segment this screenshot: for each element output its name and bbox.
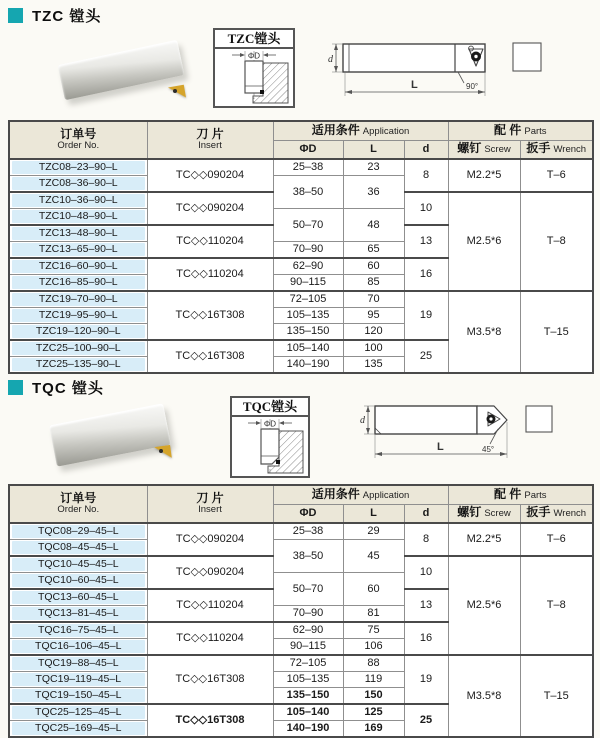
- wrench-cell: T–8: [520, 192, 593, 291]
- wrench-cell: T–15: [520, 655, 593, 737]
- tzc-dimension-drawing: [328, 36, 563, 108]
- order-no-cell: TQC10–60–45–L: [9, 573, 147, 590]
- phid-cell: 38–50: [273, 176, 343, 209]
- col-header-l: L: [343, 140, 404, 159]
- order-no-cell: TZC19–95–90–L: [9, 308, 147, 324]
- product-photo: [58, 38, 188, 112]
- order-no-cell: TQC13–81–45–L: [9, 606, 147, 623]
- order-no-cell: TQC08–45–45–L: [9, 540, 147, 557]
- d-cell: 19: [404, 291, 448, 340]
- carbide-insert-tip: [168, 85, 186, 101]
- phid-cell: 140–190: [273, 357, 343, 374]
- col-header-l: L: [343, 504, 404, 523]
- phid-cell: 105–135: [273, 672, 343, 688]
- dia-dim-label: ΦD: [247, 51, 261, 61]
- phid-cell: 140–190: [273, 721, 343, 738]
- l-cell: 125: [343, 704, 404, 721]
- insert-screw: [173, 89, 177, 93]
- insert-cell: TC◇◇110204: [147, 258, 273, 291]
- col-header-insert: 刀 片 Insert: [147, 121, 273, 159]
- bore-section-drawing: [215, 49, 293, 106]
- phid-cell: 135–150: [273, 324, 343, 341]
- d-dim-label: d: [360, 415, 365, 426]
- order-no-cell: TQC25–169–45–L: [9, 721, 147, 738]
- wrench-cell: T–15: [520, 291, 593, 373]
- spec-table-header: [9, 485, 593, 523]
- l-cell: 60: [343, 573, 404, 606]
- section-title: TQC 镗头: [32, 380, 104, 397]
- section-header: [8, 5, 101, 26]
- l-cell: 150: [343, 688, 404, 705]
- spec-row: [9, 655, 593, 672]
- l-dim-label: L: [411, 79, 418, 91]
- phid-cell: 72–105: [273, 655, 343, 672]
- angle-label: 90°: [466, 82, 479, 91]
- order-no-cell: TZC08–23–90–L: [9, 159, 147, 176]
- insert-cell: TC◇◇090204: [147, 556, 273, 589]
- section-drawing-box: [230, 396, 310, 478]
- phid-cell: 62–90: [273, 622, 343, 639]
- d-cell: 10: [404, 192, 448, 225]
- l-cell: 48: [343, 209, 404, 242]
- l-cell: 100: [343, 340, 404, 357]
- order-no-cell: TQC19–88–45–L: [9, 655, 147, 672]
- col-header-d: d: [404, 140, 448, 159]
- phid-cell: 105–140: [273, 340, 343, 357]
- l-cell: 169: [343, 721, 404, 738]
- order-no-cell: TQC10–45–45–L: [9, 556, 147, 573]
- d-cell: 19: [404, 655, 448, 704]
- l-cell: 81: [343, 606, 404, 623]
- section-title: TZC 镗头: [32, 8, 102, 25]
- d-cell: 13: [404, 589, 448, 622]
- drawing-box-title: TQC镗头: [232, 398, 308, 417]
- col-header-order: 订单号 Order No.: [9, 121, 147, 159]
- section-tqc: [0, 372, 600, 735]
- phid-cell: 90–115: [273, 275, 343, 292]
- d-cell: 16: [404, 622, 448, 655]
- section-header: [8, 377, 104, 398]
- order-no-cell: TQC13–60–45–L: [9, 589, 147, 606]
- d-cell: 16: [404, 258, 448, 291]
- phid-cell: 90–115: [273, 639, 343, 656]
- insert-cell: TC◇◇110204: [147, 589, 273, 622]
- insert-cell: TC◇◇16T308: [147, 704, 273, 737]
- l-cell: 85: [343, 275, 404, 292]
- tool-shank: [58, 40, 185, 101]
- insert-screw: [159, 449, 163, 453]
- l-cell: 75: [343, 622, 404, 639]
- spec-table-body: [9, 159, 593, 373]
- insert-cell: TC◇◇16T308: [147, 340, 273, 373]
- screw-cell: M3.5*8: [448, 655, 520, 737]
- insert-cell: TC◇◇090204: [147, 192, 273, 225]
- dia-dim-label: ΦD: [263, 419, 277, 429]
- section-bullet-icon: [8, 8, 23, 23]
- screw-cell: M2.2*5: [448, 523, 520, 556]
- insert-cell: TC◇◇090204: [147, 523, 273, 556]
- order-no-cell: TQC08–29–45–L: [9, 523, 147, 540]
- order-no-cell: TZC10–36–90–L: [9, 192, 147, 209]
- d-cell: 8: [404, 523, 448, 556]
- d-dim-label: d: [328, 54, 333, 65]
- phid-cell: 50–70: [273, 209, 343, 242]
- phid-cell: 135–150: [273, 688, 343, 705]
- angle-label: 45°: [482, 445, 495, 454]
- spec-row: [9, 523, 593, 540]
- wrench-cell: T–6: [520, 523, 593, 556]
- order-no-cell: TZC19–70–90–L: [9, 291, 147, 308]
- l-cell: 45: [343, 540, 404, 573]
- col-header-phid: ΦD: [273, 504, 343, 523]
- col-header-screw: 螺钉 Screw: [448, 504, 520, 523]
- phid-cell: 70–90: [273, 606, 343, 623]
- screw-cell: M2.2*5: [448, 159, 520, 192]
- order-no-cell: TQC16–106–45–L: [9, 639, 147, 656]
- tzc-spec-table: [8, 120, 594, 374]
- insert-cell: TC◇◇090204: [147, 159, 273, 192]
- d-cell: 25: [404, 704, 448, 737]
- l-cell: 29: [343, 523, 404, 540]
- phid-cell: 25–38: [273, 159, 343, 176]
- phid-cell: 105–135: [273, 308, 343, 324]
- l-cell: 106: [343, 639, 404, 656]
- l-cell: 95: [343, 308, 404, 324]
- l-cell: 60: [343, 258, 404, 275]
- d-cell: 13: [404, 225, 448, 258]
- col-header-order: 订单号 Order No.: [9, 485, 147, 523]
- phid-cell: 70–90: [273, 242, 343, 259]
- phid-cell: 50–70: [273, 573, 343, 606]
- order-no-cell: TZC10–48–90–L: [9, 209, 147, 226]
- col-header-parts: 配 件 Parts: [448, 485, 593, 504]
- insert-cell: TC◇◇110204: [147, 622, 273, 655]
- col-header-screw: 螺钉 Screw: [448, 140, 520, 159]
- l-cell: 120: [343, 324, 404, 341]
- col-header-wrench: 扳手 Wrench: [520, 504, 593, 523]
- section-bullet-icon: [8, 380, 23, 395]
- drawing-box-title: TZC镗头: [215, 30, 293, 49]
- d-cell: 8: [404, 159, 448, 192]
- order-no-cell: TQC25–125–45–L: [9, 704, 147, 721]
- spec-table-body: [9, 523, 593, 737]
- l-cell: 23: [343, 159, 404, 176]
- spec-row: [9, 159, 593, 176]
- wrench-cell: T–6: [520, 159, 593, 192]
- col-header-application: 适用条件 Application: [273, 121, 448, 140]
- wrench-cell: T–8: [520, 556, 593, 655]
- order-no-cell: TZC25–100–90–L: [9, 340, 147, 357]
- tqc-spec-table: [8, 484, 594, 738]
- phid-cell: 25–38: [273, 523, 343, 540]
- col-header-application: 适用条件 Application: [273, 485, 448, 504]
- col-header-wrench: 扳手 Wrench: [520, 140, 593, 159]
- l-cell: 119: [343, 672, 404, 688]
- order-no-cell: TQC16–75–45–L: [9, 622, 147, 639]
- l-cell: 36: [343, 176, 404, 209]
- col-header-parts: 配 件 Parts: [448, 121, 593, 140]
- order-no-cell: TQC19–119–45–L: [9, 672, 147, 688]
- d-cell: 10: [404, 556, 448, 589]
- phid-cell: 38–50: [273, 540, 343, 573]
- phid-cell: 62–90: [273, 258, 343, 275]
- order-no-cell: TZC19–120–90–L: [9, 324, 147, 341]
- phid-cell: 72–105: [273, 291, 343, 308]
- order-no-cell: TZC13–65–90–L: [9, 242, 147, 259]
- product-photo: [50, 402, 176, 476]
- l-cell: 70: [343, 291, 404, 308]
- bore-section-drawing: [232, 417, 308, 476]
- l-cell: 65: [343, 242, 404, 259]
- section-drawing-box: [213, 28, 295, 108]
- tqc-dimension-drawing: [360, 398, 560, 470]
- order-no-cell: TQC19–150–45–L: [9, 688, 147, 705]
- phid-cell: 105–140: [273, 704, 343, 721]
- order-no-cell: TZC08–36–90–L: [9, 176, 147, 193]
- insert-cell: TC◇◇16T308: [147, 291, 273, 340]
- screw-cell: M2.5*6: [448, 556, 520, 655]
- insert-cell: TC◇◇110204: [147, 225, 273, 258]
- d-cell: 25: [404, 340, 448, 373]
- col-header-insert: 刀 片 Insert: [147, 485, 273, 523]
- carbide-insert-tip: [154, 445, 172, 460]
- tool-shank: [49, 403, 171, 466]
- screw-cell: M2.5*6: [448, 192, 520, 291]
- order-no-cell: TZC13–48–90–L: [9, 225, 147, 242]
- order-no-cell: TZC25–135–90–L: [9, 357, 147, 374]
- col-header-d: d: [404, 504, 448, 523]
- screw-cell: M3.5*8: [448, 291, 520, 373]
- col-header-phid: ΦD: [273, 140, 343, 159]
- insert-cell: TC◇◇16T308: [147, 655, 273, 704]
- l-dim-label: L: [437, 441, 444, 453]
- order-no-cell: TZC16–60–90–L: [9, 258, 147, 275]
- l-cell: 88: [343, 655, 404, 672]
- spec-row: [9, 291, 593, 308]
- spec-table-header: [9, 121, 593, 159]
- l-cell: 135: [343, 357, 404, 374]
- order-no-cell: TZC16–85–90–L: [9, 275, 147, 292]
